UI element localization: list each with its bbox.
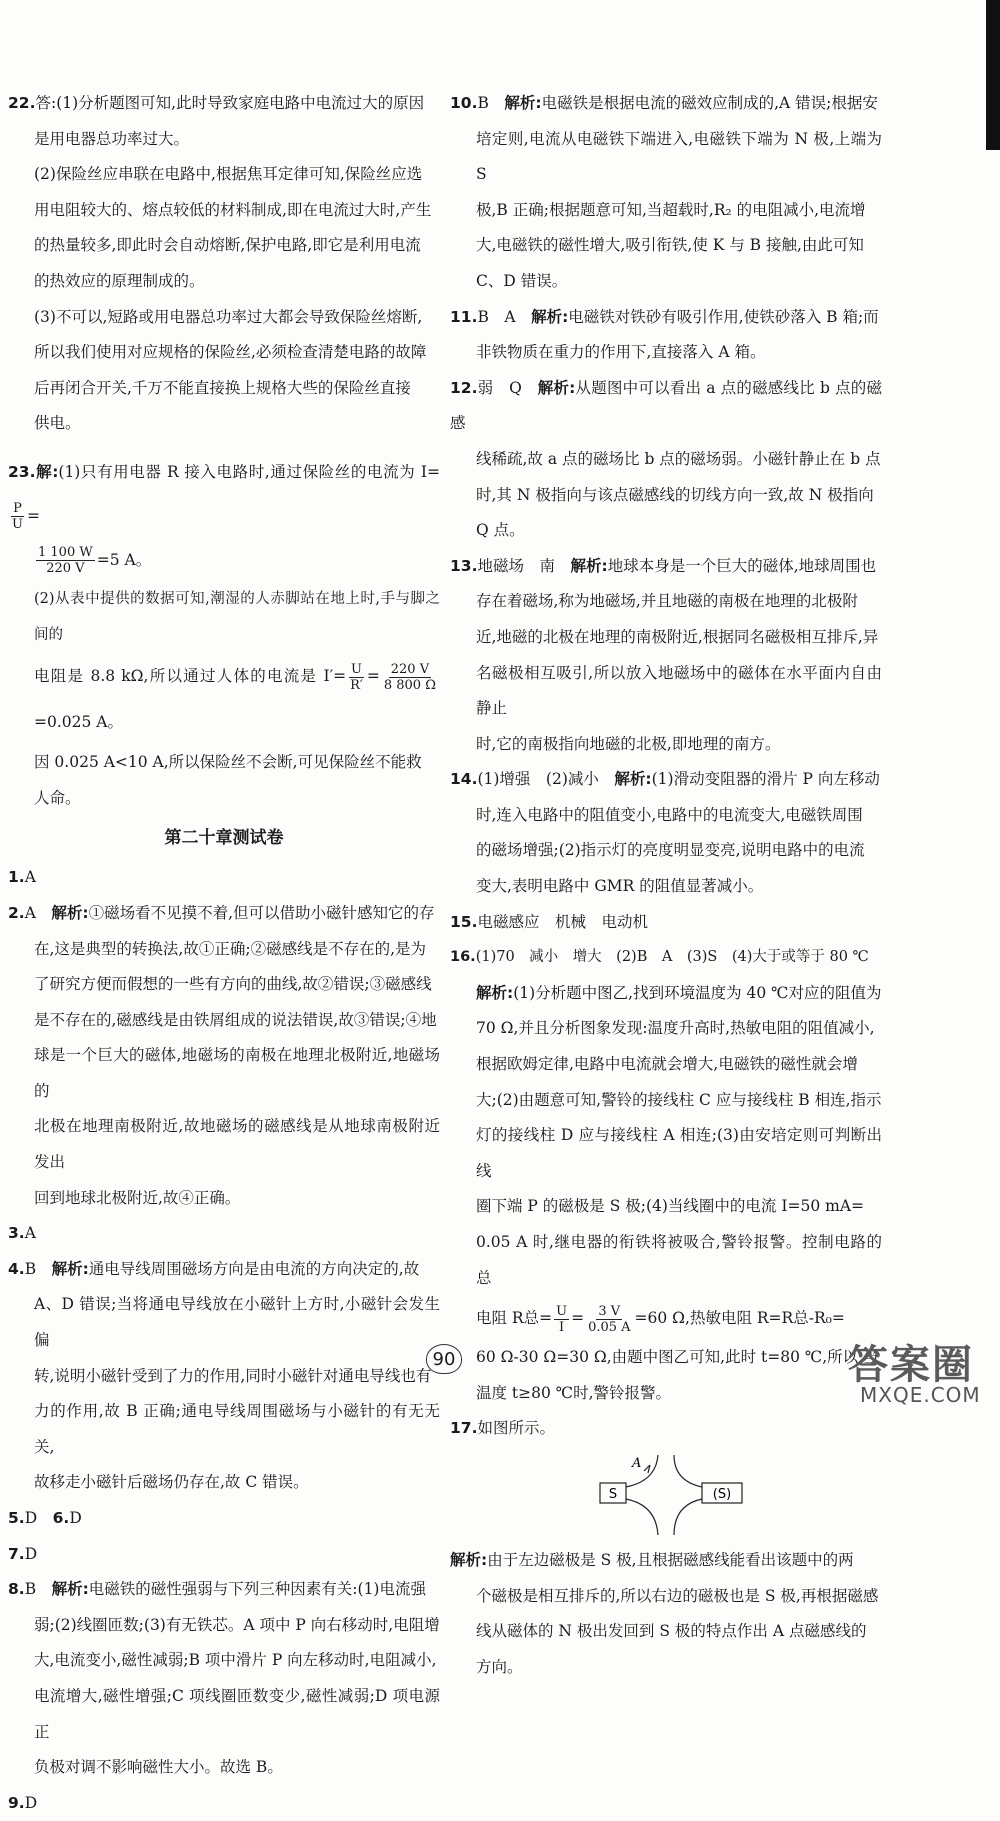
text-line: 供电。 (34, 414, 81, 433)
text-line: 时,连入电路中的阻值变小,电路中的电流变大,电磁铁周围 (476, 805, 863, 824)
text-line: 转,说明小磁针受到了力的作用,同时小磁针对通电导线也有 (34, 1366, 432, 1385)
text-line: 60 Ω-30 Ω=30 Ω,由题中图乙可知,此时 t=80 ℃,所以,当 (476, 1348, 879, 1367)
text-line: 在,这是典型的转换法,故①正确;②磁感线是不存在的,是为 (34, 939, 427, 958)
answer-12: 12.弱 Q 解析:从题图中可以看出 a 点的磁感线比 b 点的磁感 线稀疏,故 a 点的磁场比 b 点的磁场弱。小磁针静止在 b 点 时,其 N 极指向与该点磁感线的切线方向一致,故 N 极指向 Q 点。 (450, 371, 882, 549)
text-line: 弱;(2)线圈匝数;(3)有无铁芯。A 项中 P 向右移动时,电阻增 (34, 1615, 440, 1634)
answer-23: 23.解:(1)只有用电器 R 接入电路时,通过保险丝的电流为 I= $\frac{P}{U}$ = $\frac{1 100 W}{220 V}$ =5 A。 (2)从表中提供的数据可知,潮湿的人赤脚站在地上时,手与脚之间的 电阻是 8.8 kΩ,所以通过人体的电流是 I′= $\frac{U}{R'}$ = $\frac{220 V}{8 800 \Omega}$ =0.025 A。 因 0.025 A<10 A,所以保险丝不会断,可见保险丝不能救 人命。 (8, 450, 440, 816)
page-number: 90 (418, 1340, 470, 1380)
text-line: 变大,表明电路中 GMR 的阻值显著减小。 (476, 877, 764, 896)
text-line: 是不存在的,磁感线是由铁屑组成的说法错误,故③错误;④地 (34, 1010, 437, 1029)
fraction: $\frac{3 V}{0.05 A}$ (588, 1303, 631, 1335)
text-line: 线稀疏,故 a 点的磁场比 b 点的磁场弱。小磁针静止在 b 点 (476, 449, 881, 468)
answer-22 (8, 86, 440, 442)
text-line: C、D 错误。 (476, 271, 568, 290)
text-line: 的热效应的原理制成的。 (34, 271, 205, 290)
text-line: 的磁场增强;(2)指示灯的亮度明显变亮,说明电路中的电流 (476, 841, 865, 860)
text-line: Q 点。 (476, 521, 525, 540)
text-line: 根据欧姆定律,电路中电流就会增大,电磁铁的磁性就会增 (476, 1055, 858, 1074)
answer-3: 3.A (8, 1224, 36, 1243)
text-line: 所以我们使用对应规格的保险丝,必须检查清楚电路的故障 (34, 343, 427, 362)
fraction: $\frac{U}{I}$ (556, 1303, 568, 1335)
text-line: 时,其 N 极指向与该点磁感线的切线方向一致,故 N 极指向 (476, 485, 874, 504)
answer-15: 15.电磁感应 机械 电动机 (450, 912, 648, 931)
watermark-logo (838, 1333, 988, 1413)
page-edge-bar (986, 0, 1000, 150)
text-line: 是用电器总功率过大。 (34, 129, 190, 148)
text-line: 负极对调不影响磁性大小。故选 B。 (34, 1758, 283, 1777)
text-line: 培定则,电流从电磁铁下端进入,电磁铁下端为 N 极,上端为 S (476, 129, 882, 184)
text-line: 圈下端 P 的磁极是 S 极;(4)当线圈中的电流 I=50 mA= (476, 1197, 865, 1216)
text-line: 灯的接线柱 D 应与接线柱 A 相连;(3)由安培定则可判断出线 (476, 1126, 882, 1180)
field-line-top-right (674, 1455, 702, 1487)
answer-14: 14.(1)增强 (2)减小 解析:(1)滑动变阻器的滑片 P 向左移动 时,连入电路中的阻值变小,电路中的电流变大,电磁铁周围 的磁场增强;(2)指示灯的亮度明显变亮,说明电路中的电流 变大,表明电路中 GMR 的阻值显著减小。 (450, 762, 882, 904)
text-line: 力的作用,故 B 正确;通电导线周围磁场与小磁针的有无无关, (34, 1402, 440, 1456)
text-line: 了研究方便而假想的一些有方向的曲线,故②错误;③磁感线 (34, 975, 432, 994)
right-pole-label: (S) (712, 1486, 732, 1502)
text-line: 时,它的南极指向地磁的北极,即地理的南方。 (476, 734, 781, 753)
text-line: 大;(2)由题意可知,警铃的接线柱 C 应与接线柱 B 相连,指示 (476, 1090, 882, 1109)
logo-text: 答案圈 (848, 1342, 974, 1388)
text-line: 温度 t≥80 ℃时,警铃报警。 (476, 1383, 672, 1402)
text-line: 0.05 A 时,继电器的衔铁将被吸合,警铃报警。控制电路的总 (476, 1233, 882, 1287)
text-line: (3)不可以,短路或用电器总功率过大都会导致保险丝熔断, (34, 307, 423, 326)
fraction: $\frac{220 V}{8 800 \Omega}$ (383, 661, 436, 693)
text-line: A、D 错误;当将通电导线放在小磁针上方时,小磁针会发生偏 (34, 1295, 440, 1350)
magnetic-field-diagram (598, 1453, 748, 1537)
field-line-top-left (626, 1455, 658, 1487)
answer-9: 9.D (8, 1793, 38, 1812)
text-line: 回到地球北极附近,故④正确。 (34, 1188, 241, 1207)
text-line: 线从磁体的 N 极出发回到 S 极的特点作出 A 点磁感线的 (476, 1622, 867, 1641)
text-line: 球是一个巨大的磁体,地磁场的南极在地理北极附近,地磁场的 (34, 1046, 440, 1100)
left-pole-label: S (608, 1486, 618, 1502)
text-line: 故移走小磁针后磁场仍存在,故 C 错误。 (34, 1473, 309, 1492)
answer-10: 10.B 解析:电磁铁是根据电流的磁效应制成的,A 错误;根据安 培定则,电流从电磁铁下端进入,电磁铁下端为 N 极,上端为 S 极,B 正确;根据题意可知,当超载时,R₂ 的电阻减小,电流增 大,电磁铁的磁性增大,吸引衔铁,使 K 与 B 接触,由此可知 C、D 错误。 (450, 86, 882, 300)
text-line: 因 0.025 A<10 A,所以保险丝不会断,可见保险丝不能救 (34, 753, 422, 772)
fraction: $\frac{1 100 W}{220 V}$ (38, 545, 93, 577)
field-line-bottom-right (674, 1499, 702, 1535)
fraction: $\frac{P}{U}$ (12, 501, 23, 533)
question-number: 23. (8, 462, 36, 481)
question-number: 22. (8, 94, 36, 112)
text-line: 近,地磁的北极在地理的南极附近,根据同名磁极相互排斥,异 (476, 627, 879, 646)
text-line: 非铁物质在重力的作用下,直接落入 A 箱。 (476, 343, 766, 362)
left-column (8, 86, 440, 1821)
solution-label: 解: (35, 462, 59, 481)
text-line: 极,B 正确;根据题意可知,当超载时,R₂ 的电阻减小,电流增 (476, 200, 866, 219)
text-line: 个磁极是相互排斥的,所以右边的磁极也是 S 极,再根据磁感 (476, 1586, 879, 1605)
text-line: 名磁极相互吸引,所以放入地磁场中的磁体在水平面内自由静止 (476, 663, 882, 718)
text-line: 人命。 (34, 788, 81, 807)
text-line: 70 Ω,并且分析图象发现:温度升高时,热敏电阻的阻值减小, (476, 1019, 875, 1038)
answer-8: 8.B 解析:电磁铁的磁性强弱与下列三种因素有关:(1)电流强 弱;(2)线圈匝数;(3)有无铁芯。A 项中 P 向右移动时,电阻增 大,电流变小,磁性减弱;B 项中滑片 P 向左移动时,电阻减小, 电流增大,磁性增强;C 项线圈匝数变少,磁性减弱;D 项电源正 负极对调不影响磁性大小。故选 B。 (8, 1572, 440, 1786)
text-line: 方向。 (476, 1657, 523, 1676)
direction-arrow (644, 1465, 650, 1473)
answer-17: 17.如图所示。 S (S) A 解析:由于左边磁极是 S 极,且根据磁感线能看出该题中的两 个磁极是相互排斥的,所以右边的磁极也是 S 极,再根据磁感 线从磁体的 N 极出发回到 S 极的特点作出 A 点磁感线的 方向。 (450, 1411, 882, 1685)
answer-2: 2.A 解析:①磁场看不见摸不着,但可以借助小磁针感知它的存 在,这是典型的转换法,故①正确;②磁感线是不存在的,是为 了研究方便而假想的一些有方向的曲线,故②错误;③磁感线 是不存在的,磁感线是由铁屑组成的说法错误,故③错误;④地 球是一个巨大的磁体,地磁场的南极在地理北极附近,地磁场的 北极在地理南极附近,故地磁场的磁感线是从地球南极附近发出 回到地球北极附近,故④正确。 (8, 896, 440, 1216)
text-line: (1)只有用电器 R 接入电路时,通过保险丝的电流为 I= (58, 462, 440, 481)
text-line: 的热量较多,即此时会自动熔断,保护电路,即它是利用电流 (34, 236, 421, 255)
text-line: 大,电流变小,磁性减弱;B 项中滑片 P 向左移动时,电阻减小, (34, 1651, 437, 1670)
text-line: 大,电磁铁的磁性增大,吸引衔铁,使 K 与 B 接触,由此可知 (476, 236, 864, 255)
text-line: 电流增大,磁性增强;C 项线圈匝数变少,磁性减弱;D 项电源正 (34, 1686, 440, 1741)
answer-11: 11.B A 解析:电磁铁对铁砂有吸引作用,使铁砂落入 B 箱;而 非铁物质在重力的作用下,直接落入 A 箱。 (450, 300, 882, 371)
chapter-title: 第二十章测试卷 (164, 828, 284, 849)
text-line: 北极在地理南极附近,故地磁场的磁感线是从地球南极附近发出 (34, 1117, 440, 1172)
fraction: $\frac{U}{R'}$ (350, 661, 363, 693)
right-column (450, 86, 882, 1685)
logo-url: MXQE.COM (860, 1383, 981, 1407)
field-line-bottom-left (626, 1499, 658, 1535)
text-line: (2)从表中提供的数据可知,潮湿的人赤脚站在地上时,手与脚之间的 (34, 590, 440, 643)
text-line: 电阻是 8.8 kΩ,所以通过人体的电流是 I′= (34, 667, 347, 686)
point-a-label: A (632, 1455, 642, 1471)
answer-4: 4.B 解析:通电导线周围磁场方向是由电流的方向决定的,故 A、D 错误;当将通电导线放在小磁针上方时,小磁针会发生偏 转,说明小磁针受到了力的作用,同时小磁针对通电导线也有 力的作用,故 B 正确;通电导线周围磁场与小磁针的有无无关, 故移走小磁针后磁场仍存在,故 C 错误。 (8, 1252, 440, 1501)
answer-5-6: 5.D 6.D (8, 1509, 82, 1527)
answer-16: 16.(1)70 减小 增大 (2)B A (3)S (4)大于或等于 80 ℃ 解析:(1)分析题中图乙,找到环境温度为 40 ℃对应的阻值为 70 Ω,并且分析图象发现:温度升高时,热敏电阻的阻值减小, 根据欧姆定律,电路中电流就会增大,电磁铁的磁性就会增 大;(2)由题意可知,警铃的接线柱 C 应与接线柱 B 相连,指示 灯的接线柱 D 应与接线柱 A 相连;(3)由安培定则可判断出线 圈下端 P 的磁极是 S 极;(4)当线圈中的电流 I=50 mA= 0.05 A 时,继电器的衔铁将被吸合,警铃报警。控制电路的总 电阻 R总= $\frac{U}{I}$ = $\frac{3 V}{0.05 A}$ =60 Ω,热敏电阻 R=R总-R₀= 60 Ω-30 Ω=30 Ω,由题中图乙可知,此时 t=80 ℃,所以,当 温度 t≥80 ℃时,警铃报警。 (450, 940, 882, 1411)
text-line: 答:(1)分析题图可知,此时导致家庭电路中电流过大的原因 (35, 94, 425, 112)
text-line: 存在着磁场,称为地磁场,并且地磁的南极在地理的北极附 (476, 592, 858, 611)
text-line: 用电阻较大的、熔点较低的材料制成,即在电流过大时,产生 (34, 200, 432, 219)
answer-7: 7.D (8, 1544, 38, 1563)
answer-1: 1.A (8, 868, 36, 887)
text-line: 后再闭合开关,千万不能直接换上规格大些的保险丝直接 (34, 378, 411, 397)
answer-13: 13.地磁场 南 解析:地球本身是一个巨大的磁体,地球周围也 存在着磁场,称为地磁场,并且地磁的南极在地理的北极附 近,地磁的北极在地理的南极附近,根据同名磁极相互排斥,异 名磁极相互吸引,所以放入地磁场中的磁体在水平面内自由静止 时,它的南极指向地磁的北极,即地理的南方。 (450, 549, 882, 763)
text-line: (2)保险丝应串联在电路中,根据焦耳定律可知,保险丝应选 (34, 165, 423, 184)
